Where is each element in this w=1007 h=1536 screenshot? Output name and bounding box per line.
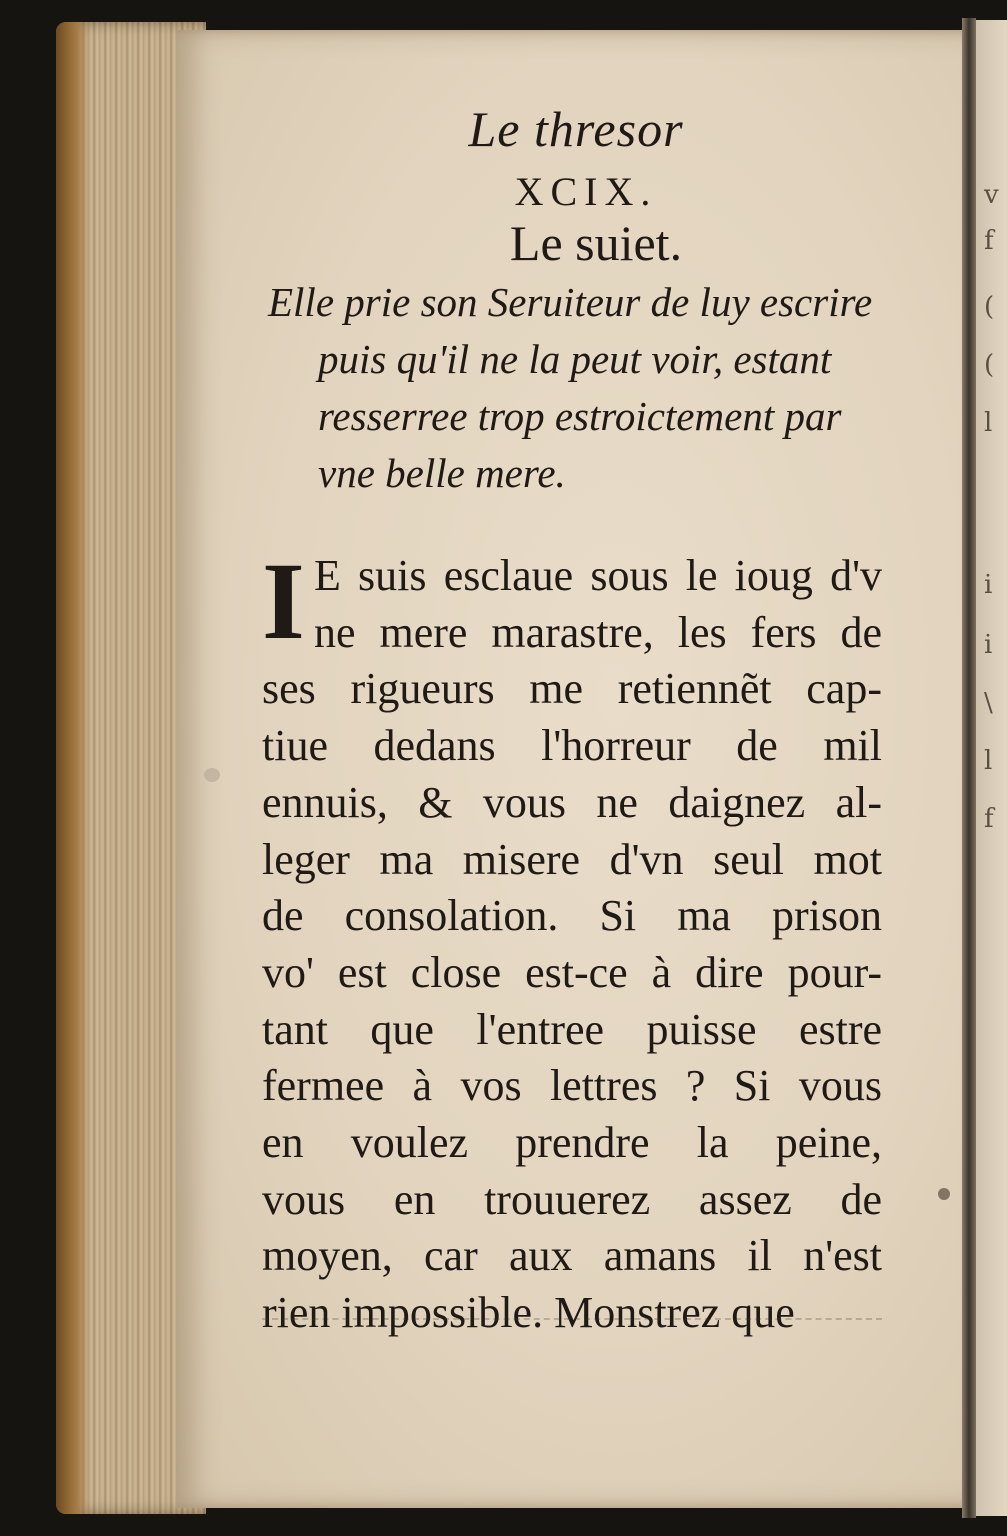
body-line: vo' est close est-ce à dire pour- [262,947,882,997]
paper-spot [204,768,220,782]
bottom-offset-line [262,1318,882,1320]
facing-page-glyph: i [984,630,993,660]
body-line: vous en trouuerez assez de [262,1174,882,1224]
running-head: Le thresor [468,101,684,157]
letter-body [262,540,882,1342]
body-line: rien impossible. Monstrez que [262,1288,795,1338]
argument-line: Elle prie son Seruiteur de luy escrire [268,279,873,325]
argument-line: vne belle mere. [318,450,566,496]
facing-page-glyph: f [984,804,994,834]
body-line: ennuis, & vous ne daignez al- [262,777,882,827]
drop-cap: I [262,540,305,662]
subject-heading: Le suiet. [509,215,683,271]
body-line: leger ma misere d'vn seul mot [262,834,882,884]
facing-page-glyph: f [984,226,994,256]
facing-page-glyph: l [984,746,993,776]
body-line: ne mere marastre, les fers de [314,607,882,657]
body-line: de consolation. Si ma prison [262,891,882,941]
body-line: tant que l'entree puisse estre [262,1004,882,1054]
facing-page-glyph: \ [984,688,993,718]
body-line: fermee à vos lettres ? Si vous [262,1061,882,1111]
facing-page-glyph: ( [984,292,995,322]
argument-line: puis qu'il ne la peut voir, estant [318,336,832,382]
body-line: en voulez prendre la peine, [262,1118,882,1168]
facing-page-glyph: v [984,180,999,210]
body-line: E suis esclaue sous le ioug d'v [314,551,882,600]
argument-paragraph [268,274,880,502]
facing-page-glyph: ( [984,350,995,380]
body-line: ses rigueurs me retiennẽt cap- [262,664,882,714]
facing-page-edge [976,20,1007,1516]
paper-spot [938,1188,950,1200]
body-line: tiue dedans l'horreur de mil [262,721,882,771]
facing-page-glyph: l [984,408,993,438]
facing-page-glyph: i [984,570,993,600]
body-line: moyen, car aux amans il n'est [262,1231,882,1281]
argument-line: resserree trop estroictement par [318,393,842,439]
chapter-number: XCIX. [514,169,658,214]
